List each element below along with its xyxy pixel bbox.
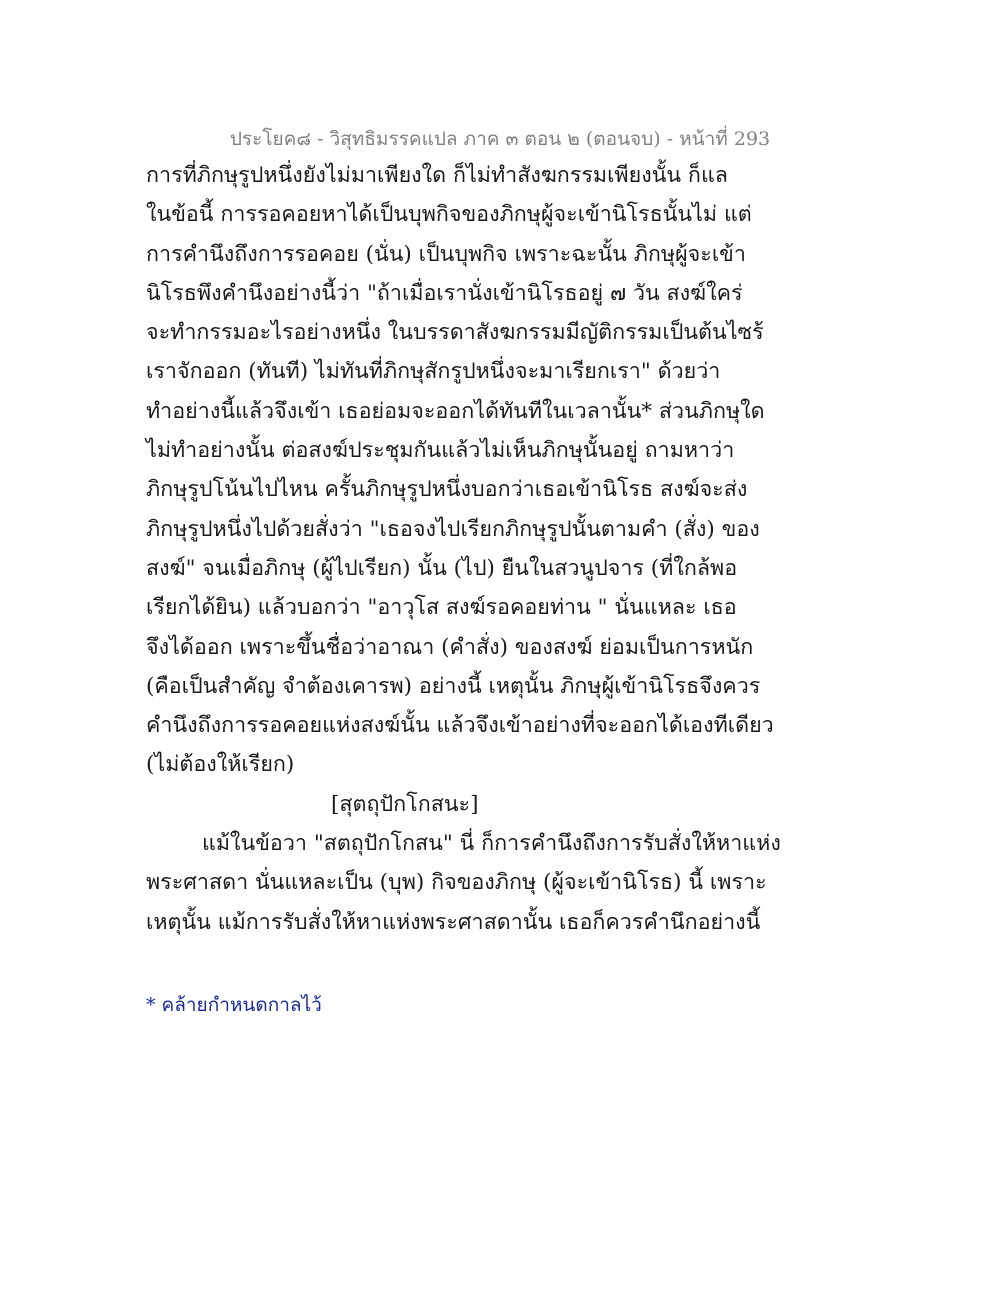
text-line: ไม่ทำอย่างนั้น ต่อสงฆ์ประชุมกันแล้วไม่เห็นภิกษุนั้นอยู่ ถามหาว่า: [146, 438, 735, 464]
text-line: (คือเป็นสำคัญ จำต้องเคารพ) อย่างนี้ เหตุนั้น ภิกษุผู้เข้านิโรธจึงควร: [146, 673, 761, 699]
text-line: (ไม่ต้องให้เรียก): [146, 752, 295, 778]
text-line: ทำอย่างนี้แล้วจึงเข้า เธอย่อมจะออกได้ทันทีในเวลานั้น* ส่วนภิกษุใด: [146, 398, 765, 424]
text-line: ในข้อนี้ การรอคอยหาได้เป็นบุพกิจของภิกษุผู้จะเข้านิโรธนั้นไม่ แต่: [146, 202, 752, 228]
section-heading: [สุตถุปักโกสนะ]: [331, 791, 479, 817]
text-line: จึงได้ออก เพราะขึ้นชื่อว่าอาณา (คำสั่ง) ของสงฆ์ ย่อมเป็นการหนัก: [146, 634, 754, 660]
page-header: ประโยค๘ - วิสุทธิมรรคแปล ภาค ๓ ตอน ๒ (ตอนจบ) - หน้าที่ 293: [229, 128, 771, 150]
text-line: พระศาสดา นั่นแหละเป็น (บุพ) กิจของภิกษุ (ผู้จะเข้านิโรธ) นี้ เพราะ: [146, 870, 767, 896]
text-line: ภิกษุรูปโน้นไปไหน ครั้นภิกษุรูปหนึ่งบอกว่าเธอเข้านิโรธ สงฆ์จะส่ง: [146, 477, 748, 503]
text-line: การที่ภิกษุรูปหนึ่งยังไม่มาเพียงใด ก็ไม่ทำสังฆกรรมเพียงนั้น ก็แล: [146, 163, 728, 188]
text-line: คำนึงถึงการรอคอยแห่งสงฆ์นั้น แล้วจึงเข้าอย่างที่จะออกได้เองทีเดียว: [146, 713, 774, 739]
footnote: * คล้ายกำหนดกาลไว้: [146, 994, 322, 1016]
text-line: เรียกได้ยิน) แล้วบอกว่า "อาวุโส สงฆ์รอคอยท่าน " นั่นแหละ เธอ: [146, 595, 737, 621]
body-text: [146, 156, 846, 942]
text-line: นิโรธพึงคำนึงอย่างนี้ว่า "ถ้าเมื่อเรานั่งเข้านิโรธอยู่ ๗ วัน สงฆ์ใคร่: [146, 280, 743, 306]
text-line: สงฆ์" จนเมื่อภิกษุ (ผู้ไปเรียก) นั้น (ไป) ยืนในสวนูปจาร (ที่ใกล้พอ: [146, 555, 738, 581]
text-line: เราจักออก (ทันที) ไม่ทันที่ภิกษุสักรูปหนึ่งจะมาเรียกเรา" ด้วยว่า: [146, 359, 721, 385]
text-line: จะทำกรรมอะไรอย่างหนึ่ง ในบรรดาสังฆกรรมมีญัติกรรมเป็นต้นไซร้: [146, 320, 764, 346]
text-line: เหตุนั้น แม้การรับสั่งให้หาแห่งพระศาสดานั้น เธอก็ควรคำนึกอย่างนี้: [146, 909, 761, 935]
text-line: การคำนึงถึงการรอคอย (นั่น) เป็นบุพกิจ เพราะฉะนั้น ภิกษุผู้จะเข้า: [146, 241, 746, 267]
text-line: แม้ในข้อวา "สตถุปักโกสน" นี่ ก็การคำนึงถึงการรับสั่งให้หาแห่ง: [202, 831, 781, 857]
text-line: ภิกษุรูปหนึ่งไปด้วยสั่งว่า "เธอจงไปเรียกภิกษุรูปนั้นตามคำ (สั่ง) ของ: [146, 516, 760, 542]
